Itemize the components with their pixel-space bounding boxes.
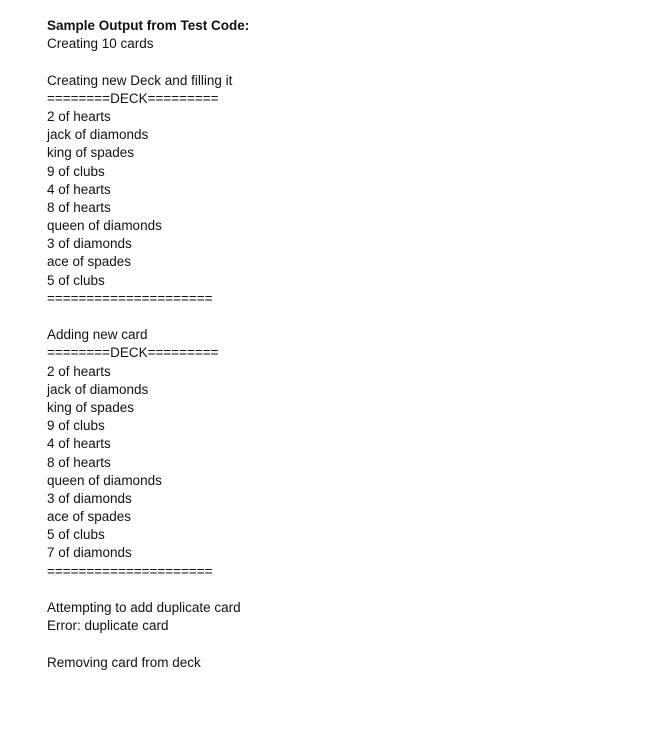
output-line: 2 of hearts	[47, 108, 111, 124]
output-line: 3 of diamonds	[47, 236, 132, 252]
output-line: 5 of clubs	[47, 527, 105, 543]
output-line: Removing card from deck	[47, 654, 201, 670]
output-line: Creating 10 cards	[47, 36, 154, 52]
output-line: king of spades	[47, 399, 135, 415]
output-line: king of spades	[47, 145, 135, 161]
output-line: 3 of diamonds	[47, 490, 132, 506]
blank-line	[47, 635, 647, 653]
blank-line	[47, 581, 647, 599]
output-line: Attempting to add duplicate card	[47, 600, 241, 615]
separator-line: ========DECK=========	[47, 90, 219, 106]
blank-line	[47, 53, 647, 71]
document-title: Sample Output from Test Code:	[47, 18, 250, 33]
separator-line: =====================	[47, 290, 213, 306]
output-line: 4 of hearts	[47, 436, 111, 452]
blank-line	[47, 308, 647, 326]
output-line: 8 of hearts	[47, 199, 111, 215]
output-line: jack of diamonds	[47, 127, 149, 143]
separator-line: ========DECK=========	[47, 345, 219, 361]
output-line: Creating new Deck and filling it	[47, 72, 233, 88]
output-line: Adding new card	[47, 327, 148, 343]
output-line: jack of diamonds	[47, 381, 149, 397]
output-line: 5 of clubs	[47, 272, 105, 288]
output-line: 2 of hearts	[47, 363, 111, 379]
output-line: ace of spades	[47, 254, 132, 270]
output-line: 4 of hearts	[47, 181, 111, 197]
output-line: queen of diamonds	[47, 472, 162, 488]
separator-line: =====================	[47, 563, 213, 579]
output-lines	[47, 35, 647, 672]
output-line: ace of spades	[47, 509, 132, 525]
document-body	[47, 17, 647, 672]
output-line: 9 of clubs	[47, 163, 105, 179]
output-line: 9 of clubs	[47, 418, 105, 434]
output-line: 7 of diamonds	[47, 545, 132, 561]
output-line: 8 of hearts	[47, 454, 111, 470]
output-line: Error: duplicate card	[47, 618, 169, 634]
output-line: queen of diamonds	[47, 218, 162, 234]
